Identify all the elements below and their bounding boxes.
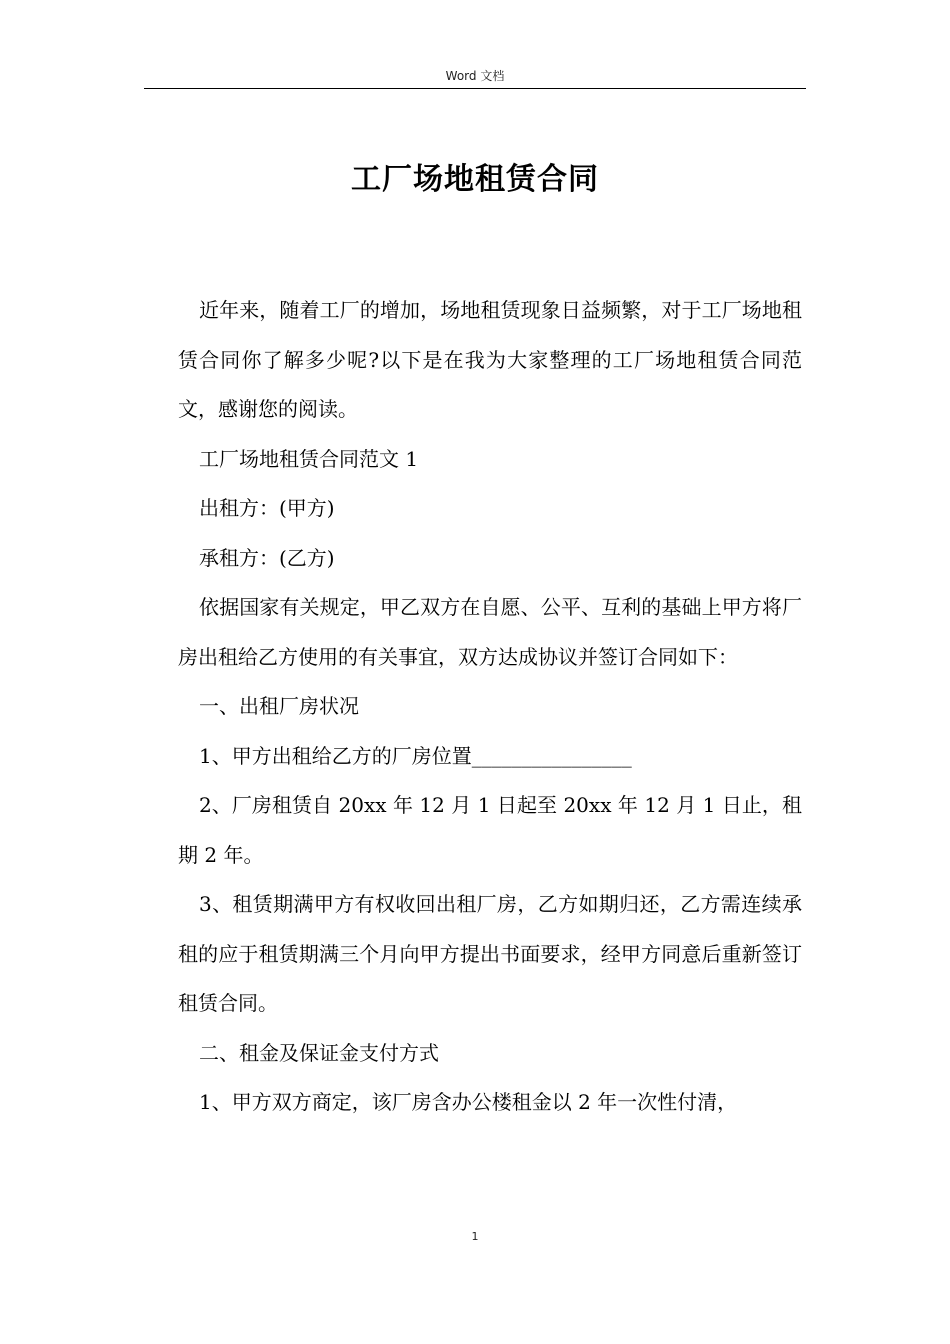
section-heading-2: 二、租金及保证金支付方式 [199, 1040, 439, 1065]
page-header [144, 68, 806, 89]
page-number: 1 [471, 1230, 479, 1243]
section-heading-1: 一、出租厂房状况 [199, 694, 359, 718]
clause-1-3: 3、租赁期满甲方有权收回出租厂房，乙方如期归还，乙方需连续承租的应于租赁期满三个月向甲方提出书面要求，经甲方同意后重新签订租赁合同。 [178, 892, 802, 1015]
document-title: 工厂场地租赁合同 [351, 162, 599, 197]
document-body [178, 286, 802, 1128]
clause-1-1: 1、甲方出租给乙方的厂房位置________________ [199, 743, 632, 768]
paragraph-agreement: 依据国家有关规定，甲乙双方在自愿、公平、互利的基础上甲方将厂房出租给乙方使用的有关事宜，双方达成协议并签订合同如下： [178, 595, 802, 669]
paragraph-lessor: 出租方：(甲方) [199, 496, 335, 520]
paragraph-lessee: 承租方：(乙方) [199, 545, 335, 570]
header-text: Word 文档 [445, 69, 505, 83]
paragraph-sample-heading: 工厂场地租赁合同范文 1 [199, 446, 419, 471]
paragraph-intro: 近年来，随着工厂的增加，场地租赁现象日益频繁，对于工厂场地租赁合同你了解多少呢?以下是在我为大家整理的工厂场地租赁合同范文，感谢您的阅读。 [178, 298, 802, 421]
clause-1-2: 2、厂房租赁自 20xx 年 12 月 1 日起至 20xx 年 12 月 1 日止，租期 2 年。 [178, 793, 802, 867]
clause-2-1: 1、甲方双方商定，该厂房含办公楼租金以 2 年一次性付清， [199, 1090, 738, 1114]
